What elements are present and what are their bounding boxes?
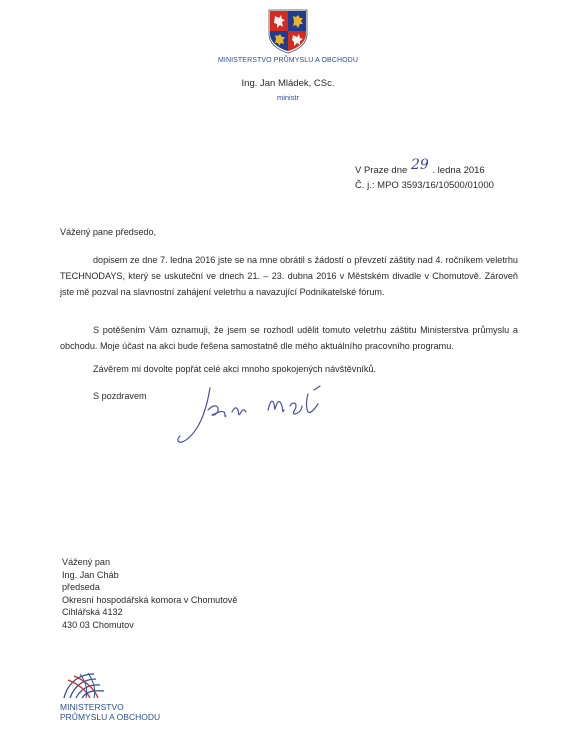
ministry-logo-icon — [60, 670, 106, 700]
paragraph-2-text: S potěšením Vám oznamuji, že jsem se rozhodl udělit tomuto veletrhu záštitu Ministerstva průmyslu a obchodu. Moje účast na akci bude řešena samostatně dle mého aktuálního pracovního programu. — [60, 325, 518, 351]
addressee-line-2: Ing. Jan Cháb — [62, 569, 119, 580]
date-prefix: V Praze dne — [355, 165, 408, 176]
closing: S pozdravem — [93, 391, 147, 401]
ministry-header: MINISTERSTVO PRŮMYSLU A OBCHODU — [217, 57, 358, 64]
footer-logo-text — [60, 702, 160, 722]
paragraph-1 — [60, 252, 518, 300]
coat-of-arms-icon — [267, 8, 309, 54]
footer-logo-line-1: MINISTERSTVO — [60, 702, 124, 712]
addressee-line-5: Cihlářská 4132 — [62, 607, 123, 618]
paragraph-3: Závěrem mi dovolte popřát celé akci mnoho spokojených návštěvníků. — [93, 364, 377, 374]
date-suffix: . ledna 2016 — [432, 165, 485, 176]
reference-number: Č. j.: MPO 3593/16/10500/01000 — [355, 180, 494, 191]
minister-role: ministr — [276, 93, 300, 102]
paragraph-1-text: dopisem ze dne 7. ledna 2016 jste se na mne obrátil s žádostí o převzetí záštity nad 4. ročníkem veletrhu TECHNODAYS, který se uskuteční ve dnech 21. – 23. dubna 2016 v Městském divadle v Chomutově. Zároveň jste mě pozval na slavnostní zahájení veletrhu a navazující Podnikatelské fórum. — [60, 255, 518, 297]
date-line — [355, 157, 485, 177]
signature-icon — [168, 370, 338, 450]
addressee-line-4: Okresní hospodářská komora v Chomutově — [62, 594, 238, 605]
footer-logo-line-2: PRŮMYSLU A OBCHODU — [60, 712, 161, 722]
addressee-line-6: 430 03 Chomutov — [62, 619, 134, 630]
salutation: Vážený pane předsedo, — [60, 227, 157, 237]
date-day-handwritten: 29 — [410, 157, 429, 173]
addressee-line-3: předseda — [62, 582, 100, 593]
paragraph-2 — [60, 322, 518, 354]
addressee-block — [62, 556, 237, 632]
minister-name: Ing. Jan Mládek, CSc. — [241, 78, 335, 89]
addressee-line-1: Vážený pan — [62, 557, 111, 567]
